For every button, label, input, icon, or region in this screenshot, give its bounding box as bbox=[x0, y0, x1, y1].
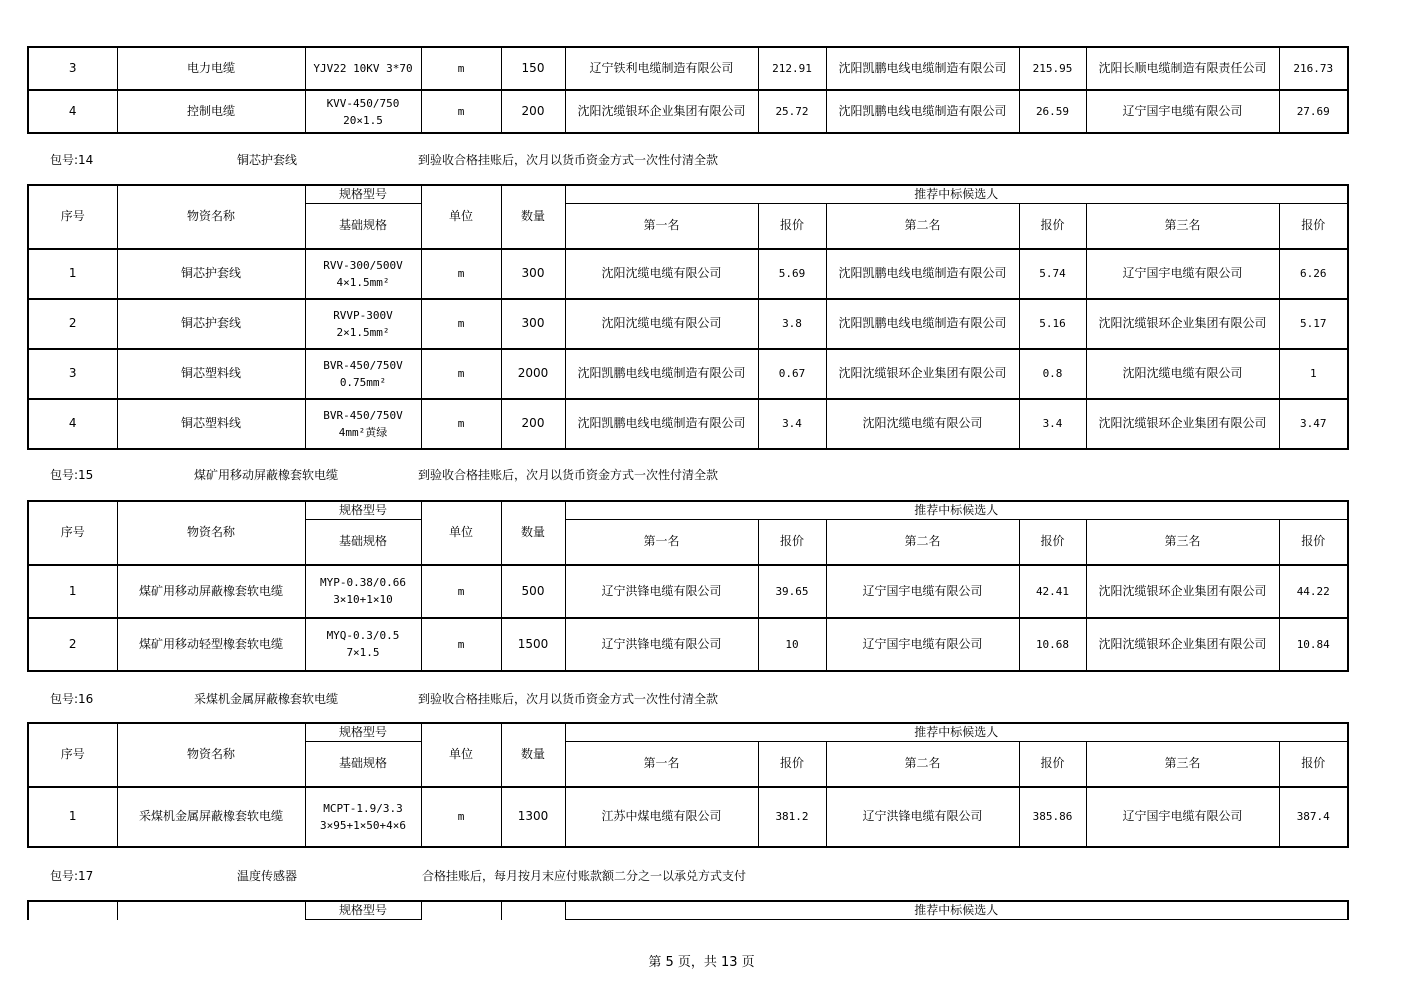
header-price: 报价 bbox=[1019, 520, 1086, 565]
table-package-14 bbox=[27, 184, 1349, 450]
row-spec bbox=[305, 47, 421, 90]
package-title: 铜芯护套线 bbox=[237, 153, 298, 167]
row-second-price: 42.41 bbox=[1019, 565, 1086, 618]
header-third: 第三名 bbox=[1086, 742, 1279, 787]
table-top bbox=[27, 46, 1349, 134]
header-price: 报价 bbox=[758, 204, 826, 249]
row-third-company: 沈阳沈缆电缆有限公司 bbox=[1086, 349, 1279, 399]
row-unit: m bbox=[421, 249, 501, 299]
row-third-company: 沈阳长顺电缆制造有限责任公司 bbox=[1086, 47, 1279, 90]
table-row bbox=[28, 349, 1348, 399]
row-seq: 3 bbox=[28, 349, 117, 399]
spec-line: 7×1.5 bbox=[346, 646, 380, 659]
spec-line: 20×1.5 bbox=[343, 113, 383, 127]
row-seq: 4 bbox=[28, 399, 117, 449]
row-first-company: 沈阳沈缆电缆有限公司 bbox=[565, 249, 758, 299]
row-unit: m bbox=[421, 618, 501, 671]
row-spec bbox=[305, 349, 421, 399]
header-recommend: 推荐中标候选人 bbox=[565, 501, 1348, 520]
table-row bbox=[28, 618, 1348, 671]
row-quantity: 500 bbox=[501, 565, 565, 618]
header-spec-top: 规格型号 bbox=[305, 501, 421, 520]
header-recommend: 推荐中标候选人 bbox=[565, 723, 1348, 742]
row-second-price: 5.16 bbox=[1019, 299, 1086, 349]
row-third-company: 辽宁国宇电缆有限公司 bbox=[1086, 787, 1279, 847]
package-terms: 到验收合格挂账后，次月以货币资金方式一次性付清全款 bbox=[418, 468, 719, 482]
table-row bbox=[28, 299, 1348, 349]
row-spec bbox=[305, 299, 421, 349]
header-second: 第二名 bbox=[826, 742, 1019, 787]
spec-line: 3×10+1×10 bbox=[333, 593, 393, 606]
table-row bbox=[28, 47, 1348, 90]
row-quantity: 300 bbox=[501, 299, 565, 349]
spec-line: 4×1.5mm² bbox=[336, 275, 390, 289]
spec-line: RVVP-300V bbox=[333, 308, 393, 322]
row-first-price: 25.72 bbox=[758, 90, 826, 133]
header-quantity: 数量 bbox=[501, 501, 565, 565]
row-quantity: 200 bbox=[501, 90, 565, 133]
header-row-top bbox=[28, 185, 1348, 204]
row-material-name: 铜芯塑料线 bbox=[117, 399, 305, 449]
header-spec-top: 规格型号 bbox=[305, 723, 421, 742]
row-third-price: 216.73 bbox=[1279, 47, 1348, 90]
row-first-price: 0.67 bbox=[758, 349, 826, 399]
row-first-company: 沈阳沈缆银环企业集团有限公司 bbox=[565, 90, 758, 133]
row-second-price: 10.68 bbox=[1019, 618, 1086, 671]
row-second-company: 沈阳凯鹏电线电缆制造有限公司 bbox=[826, 47, 1019, 90]
header-spec-bottom: 基础规格 bbox=[305, 204, 421, 249]
row-first-company: 沈阳沈缆电缆有限公司 bbox=[565, 299, 758, 349]
spec-line: MCPT-1.9/3.3 bbox=[323, 801, 403, 815]
row-quantity: 300 bbox=[501, 249, 565, 299]
header-name: 物资名称 bbox=[117, 185, 305, 249]
table-package-17 bbox=[27, 900, 1349, 920]
row-first-price: 3.4 bbox=[758, 399, 826, 449]
row-material-name: 电力电缆 bbox=[117, 47, 305, 90]
spec-line: BVR-450/750V bbox=[323, 358, 403, 372]
header-seq: 序号 bbox=[28, 723, 117, 787]
header-first: 第一名 bbox=[565, 742, 758, 787]
row-material-name: 铜芯塑料线 bbox=[117, 349, 305, 399]
header-recommend: 推荐中标候选人 bbox=[565, 901, 1348, 920]
package-14-line bbox=[0, 151, 1403, 169]
header-name: 物资名称 bbox=[117, 501, 305, 565]
header-row-top bbox=[28, 723, 1348, 742]
row-third-price: 44.22 bbox=[1279, 565, 1348, 618]
row-third-price: 10.84 bbox=[1279, 618, 1348, 671]
row-material-name: 控制电缆 bbox=[117, 90, 305, 133]
header-spec-bottom: 基础规格 bbox=[305, 520, 421, 565]
header-third: 第三名 bbox=[1086, 204, 1279, 249]
package-15-line bbox=[0, 466, 1403, 484]
row-first-company: 沈阳凯鹏电线电缆制造有限公司 bbox=[565, 349, 758, 399]
package-17-line bbox=[0, 867, 1403, 885]
row-first-price: 5.69 bbox=[758, 249, 826, 299]
row-spec bbox=[305, 618, 421, 671]
row-third-company: 沈阳沈缆银环企业集团有限公司 bbox=[1086, 299, 1279, 349]
table-row bbox=[28, 399, 1348, 449]
row-first-price: 3.8 bbox=[758, 299, 826, 349]
package-title: 采煤机金属屏蔽橡套软电缆 bbox=[194, 692, 339, 706]
row-quantity: 2000 bbox=[501, 349, 565, 399]
row-second-company: 沈阳凯鹏电线电缆制造有限公司 bbox=[826, 299, 1019, 349]
row-third-price: 3.47 bbox=[1279, 399, 1348, 449]
header-quantity: 数量 bbox=[501, 185, 565, 249]
row-third-company: 辽宁国宇电缆有限公司 bbox=[1086, 90, 1279, 133]
spec-line: KVV-450/750 bbox=[326, 96, 400, 110]
header-second: 第二名 bbox=[826, 520, 1019, 565]
row-material-name: 铜芯护套线 bbox=[117, 299, 305, 349]
row-second-company: 沈阳凯鹏电线电缆制造有限公司 bbox=[826, 90, 1019, 133]
package-label: 包号:15 bbox=[50, 468, 94, 482]
header-name: 物资名称 bbox=[117, 723, 305, 787]
table-package-16 bbox=[27, 722, 1349, 848]
row-second-company: 辽宁国宇电缆有限公司 bbox=[826, 565, 1019, 618]
row-unit: m bbox=[421, 399, 501, 449]
header-price: 报价 bbox=[1019, 742, 1086, 787]
row-unit: m bbox=[421, 90, 501, 133]
row-unit: m bbox=[421, 565, 501, 618]
row-first-company: 辽宁铁利电缆制造有限公司 bbox=[565, 47, 758, 90]
row-unit: m bbox=[421, 47, 501, 90]
row-seq: 2 bbox=[28, 618, 117, 671]
row-second-company: 沈阳凯鹏电线电缆制造有限公司 bbox=[826, 249, 1019, 299]
header-third: 第三名 bbox=[1086, 520, 1279, 565]
row-seq: 1 bbox=[28, 249, 117, 299]
row-quantity: 200 bbox=[501, 399, 565, 449]
row-second-company: 沈阳沈缆电缆有限公司 bbox=[826, 399, 1019, 449]
header-second: 第二名 bbox=[826, 204, 1019, 249]
row-first-company: 辽宁洪锋电缆有限公司 bbox=[565, 565, 758, 618]
row-first-price: 381.2 bbox=[758, 787, 826, 847]
header-quantity: 数量 bbox=[501, 723, 565, 787]
row-third-price: 387.4 bbox=[1279, 787, 1348, 847]
row-second-price: 215.95 bbox=[1019, 47, 1086, 90]
row-unit: m bbox=[421, 787, 501, 847]
row-second-price: 26.59 bbox=[1019, 90, 1086, 133]
row-seq: 3 bbox=[28, 47, 117, 90]
row-second-price: 385.86 bbox=[1019, 787, 1086, 847]
spec-line: MYQ-0.3/0.5 bbox=[326, 629, 400, 642]
package-terms: 到验收合格挂账后，次月以货币资金方式一次性付清全款 bbox=[418, 692, 719, 706]
row-second-price: 3.4 bbox=[1019, 399, 1086, 449]
row-spec bbox=[305, 249, 421, 299]
row-spec bbox=[305, 787, 421, 847]
header-seq: 序号 bbox=[28, 185, 117, 249]
table-package-15 bbox=[27, 500, 1349, 672]
header-first: 第一名 bbox=[565, 204, 758, 249]
row-material-name: 采煤机金属屏蔽橡套软电缆 bbox=[117, 787, 305, 847]
row-third-price: 27.69 bbox=[1279, 90, 1348, 133]
header-name-cell bbox=[117, 901, 305, 920]
row-second-company: 辽宁洪锋电缆有限公司 bbox=[826, 787, 1019, 847]
row-material-name: 铜芯护套线 bbox=[117, 249, 305, 299]
row-second-company: 辽宁国宇电缆有限公司 bbox=[826, 618, 1019, 671]
spec-line: RVV-300/500V bbox=[323, 258, 403, 272]
row-first-price: 212.91 bbox=[758, 47, 826, 90]
header-price: 报价 bbox=[1279, 204, 1348, 249]
header-unit-cell bbox=[421, 901, 501, 920]
row-quantity: 150 bbox=[501, 47, 565, 90]
package-label: 包号:16 bbox=[50, 692, 94, 706]
spec-line: BVR-450/750V bbox=[323, 408, 403, 422]
row-first-price: 10 bbox=[758, 618, 826, 671]
row-material-name: 煤矿用移动屏蔽橡套软电缆 bbox=[117, 565, 305, 618]
table-row bbox=[28, 249, 1348, 299]
header-recommend: 推荐中标候选人 bbox=[565, 185, 1348, 204]
row-first-price: 39.65 bbox=[758, 565, 826, 618]
header-spec-top: 规格型号 bbox=[305, 185, 421, 204]
header-price: 报价 bbox=[1279, 520, 1348, 565]
package-label: 包号:17 bbox=[50, 869, 94, 883]
header-qty-cell bbox=[501, 901, 565, 920]
table-top-body bbox=[28, 47, 1348, 133]
header-seq-cell bbox=[28, 901, 117, 920]
table-row bbox=[28, 787, 1348, 847]
row-third-price: 1 bbox=[1279, 349, 1348, 399]
spec-line: 0.75mm² bbox=[339, 375, 387, 389]
row-third-price: 5.17 bbox=[1279, 299, 1348, 349]
page-footer: 第 5 页，共 13 页 bbox=[648, 955, 755, 970]
row-seq: 1 bbox=[28, 787, 117, 847]
row-spec bbox=[305, 399, 421, 449]
header-spec-bottom: 基础规格 bbox=[305, 742, 421, 787]
package-terms: 到验收合格挂账后，次月以货币资金方式一次性付清全款 bbox=[418, 153, 719, 167]
row-second-price: 0.8 bbox=[1019, 349, 1086, 399]
row-seq: 2 bbox=[28, 299, 117, 349]
row-second-price: 5.74 bbox=[1019, 249, 1086, 299]
row-second-company: 沈阳沈缆银环企业集团有限公司 bbox=[826, 349, 1019, 399]
package-title: 温度传感器 bbox=[237, 869, 298, 883]
header-price: 报价 bbox=[758, 742, 826, 787]
table-row bbox=[28, 90, 1348, 133]
row-third-company: 沈阳沈缆银环企业集团有限公司 bbox=[1086, 618, 1279, 671]
header-unit: 单位 bbox=[421, 501, 501, 565]
header-price: 报价 bbox=[1279, 742, 1348, 787]
header-price: 报价 bbox=[1019, 204, 1086, 249]
package-16-line bbox=[0, 690, 1403, 708]
header-row-top bbox=[28, 501, 1348, 520]
row-quantity: 1500 bbox=[501, 618, 565, 671]
package-terms: 合格挂账后，每月按月末应付账款额二分之一以承兑方式支付 bbox=[422, 869, 747, 883]
spec-line: 4mm²黄绿 bbox=[338, 425, 388, 439]
header-first: 第一名 bbox=[565, 520, 758, 565]
row-unit: m bbox=[421, 299, 501, 349]
row-spec bbox=[305, 565, 421, 618]
header-spec-top: 规格型号 bbox=[305, 901, 421, 920]
row-quantity: 1300 bbox=[501, 787, 565, 847]
row-seq: 4 bbox=[28, 90, 117, 133]
header-unit: 单位 bbox=[421, 723, 501, 787]
spec-line: 2×1.5mm² bbox=[336, 325, 390, 339]
row-material-name: 煤矿用移动轻型橡套软电缆 bbox=[117, 618, 305, 671]
spec-line: 3×95+1×50+4×6 bbox=[319, 818, 407, 832]
header-unit: 单位 bbox=[421, 185, 501, 249]
header-price: 报价 bbox=[758, 520, 826, 565]
row-first-company: 江苏中煤电缆有限公司 bbox=[565, 787, 758, 847]
spec-line: YJV22 10KV 3*70 bbox=[313, 62, 413, 75]
row-first-company: 沈阳凯鹏电线电缆制造有限公司 bbox=[565, 399, 758, 449]
row-third-price: 6.26 bbox=[1279, 249, 1348, 299]
package-title: 煤矿用移动屏蔽橡套软电缆 bbox=[194, 468, 339, 482]
package-label: 包号:14 bbox=[50, 153, 94, 167]
header-seq: 序号 bbox=[28, 501, 117, 565]
row-spec bbox=[305, 90, 421, 133]
row-seq: 1 bbox=[28, 565, 117, 618]
row-unit: m bbox=[421, 349, 501, 399]
row-third-company: 沈阳沈缆银环企业集团有限公司 bbox=[1086, 565, 1279, 618]
row-third-company: 沈阳沈缆银环企业集团有限公司 bbox=[1086, 399, 1279, 449]
row-first-company: 辽宁洪锋电缆有限公司 bbox=[565, 618, 758, 671]
row-third-company: 辽宁国宇电缆有限公司 bbox=[1086, 249, 1279, 299]
table-row bbox=[28, 565, 1348, 618]
spec-line: MYP-0.38/0.66 bbox=[319, 576, 407, 589]
